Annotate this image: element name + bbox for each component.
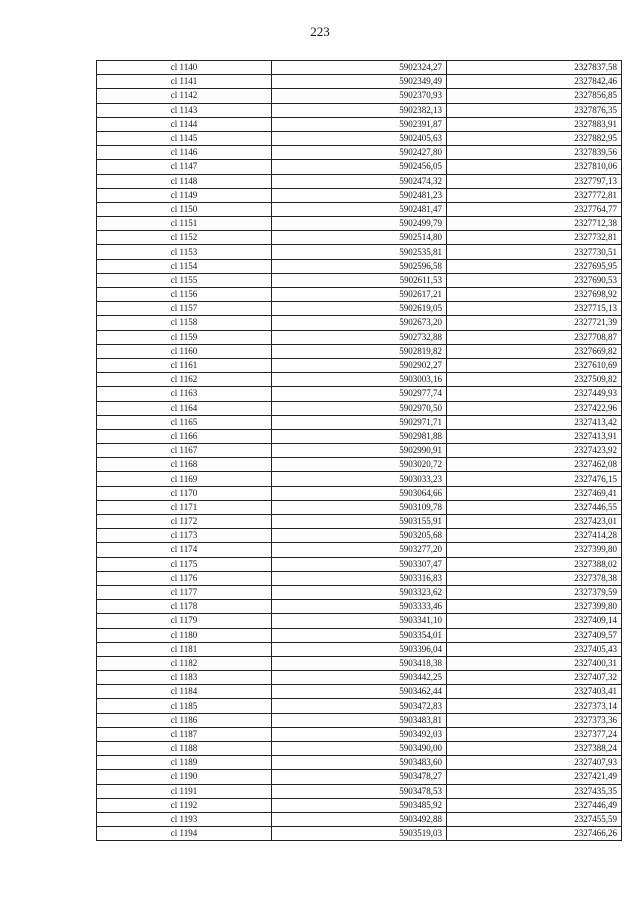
table-row <box>97 415 622 429</box>
y-coordinate-cell: 2327413,42 <box>447 415 622 429</box>
table-row <box>97 174 622 188</box>
x-coordinate-cell: 5903396,04 <box>272 642 447 656</box>
point-name-cell: cl 1179 <box>97 614 272 628</box>
y-coordinate-cell: 2327422,96 <box>447 401 622 415</box>
point-name-cell: cl 1167 <box>97 444 272 458</box>
table-row <box>97 458 622 472</box>
table-row <box>97 75 622 89</box>
page-number: 223 <box>310 24 330 39</box>
x-coordinate-cell: 5902456,05 <box>272 160 447 174</box>
table-row <box>97 557 622 571</box>
point-name-cell: cl 1140 <box>97 61 272 75</box>
y-coordinate-cell: 2327399,80 <box>447 600 622 614</box>
point-name-cell: cl 1183 <box>97 671 272 685</box>
table-row <box>97 429 622 443</box>
x-coordinate-cell: 5903472,83 <box>272 699 447 713</box>
table-row <box>97 288 622 302</box>
x-coordinate-cell: 5902611,53 <box>272 273 447 287</box>
y-coordinate-cell: 2327730,51 <box>447 245 622 259</box>
table-row <box>97 160 622 174</box>
x-coordinate-cell: 5902499,79 <box>272 217 447 231</box>
x-coordinate-cell: 5903442,25 <box>272 671 447 685</box>
x-coordinate-cell: 5903490,00 <box>272 742 447 756</box>
table-row <box>97 231 622 245</box>
y-coordinate-cell: 2327509,82 <box>447 373 622 387</box>
y-coordinate-cell: 2327708,87 <box>447 330 622 344</box>
table-row <box>97 202 622 216</box>
x-coordinate-cell: 5902732,88 <box>272 330 447 344</box>
table-row <box>97 515 622 529</box>
point-name-cell: cl 1194 <box>97 827 272 841</box>
y-coordinate-cell: 2327403,41 <box>447 685 622 699</box>
point-name-cell: cl 1160 <box>97 344 272 358</box>
y-coordinate-cell: 2327405,43 <box>447 642 622 656</box>
y-coordinate-cell: 2327400,31 <box>447 656 622 670</box>
x-coordinate-cell: 5903020,72 <box>272 458 447 472</box>
table-row <box>97 628 622 642</box>
table-row <box>97 273 622 287</box>
point-name-cell: cl 1142 <box>97 89 272 103</box>
table-row <box>97 784 622 798</box>
coordinates-table-body <box>97 61 622 841</box>
x-coordinate-cell: 5903109,78 <box>272 500 447 514</box>
x-coordinate-cell: 5903277,20 <box>272 543 447 557</box>
x-coordinate-cell: 5903341,10 <box>272 614 447 628</box>
point-name-cell: cl 1166 <box>97 429 272 443</box>
x-coordinate-cell: 5902535,81 <box>272 245 447 259</box>
table-row <box>97 671 622 685</box>
table-row <box>97 217 622 231</box>
table-row <box>97 685 622 699</box>
x-coordinate-cell: 5903307,47 <box>272 557 447 571</box>
table-row <box>97 302 622 316</box>
table-row <box>97 713 622 727</box>
x-coordinate-cell: 5902427,80 <box>272 146 447 160</box>
y-coordinate-cell: 2327839,56 <box>447 146 622 160</box>
x-coordinate-cell: 5903033,23 <box>272 472 447 486</box>
y-coordinate-cell: 2327407,32 <box>447 671 622 685</box>
x-coordinate-cell: 5903354,01 <box>272 628 447 642</box>
x-coordinate-cell: 5902673,20 <box>272 316 447 330</box>
point-name-cell: cl 1159 <box>97 330 272 344</box>
x-coordinate-cell: 5902619,05 <box>272 302 447 316</box>
table-row <box>97 727 622 741</box>
table-row <box>97 642 622 656</box>
point-name-cell: cl 1190 <box>97 770 272 784</box>
table-row <box>97 89 622 103</box>
point-name-cell: cl 1151 <box>97 217 272 231</box>
point-name-cell: cl 1173 <box>97 529 272 543</box>
y-coordinate-cell: 2327721,39 <box>447 316 622 330</box>
x-coordinate-cell: 5902370,93 <box>272 89 447 103</box>
x-coordinate-cell: 5903519,03 <box>272 827 447 841</box>
table-row <box>97 742 622 756</box>
table-row <box>97 600 622 614</box>
point-name-cell: cl 1144 <box>97 117 272 131</box>
table-row <box>97 812 622 826</box>
y-coordinate-cell: 2327446,55 <box>447 500 622 514</box>
table-row <box>97 61 622 75</box>
point-name-cell: cl 1169 <box>97 472 272 486</box>
x-coordinate-cell: 5902405,63 <box>272 131 447 145</box>
table-row <box>97 500 622 514</box>
y-coordinate-cell: 2327695,95 <box>447 259 622 273</box>
y-coordinate-cell: 2327469,41 <box>447 486 622 500</box>
y-coordinate-cell: 2327669,82 <box>447 344 622 358</box>
point-name-cell: cl 1161 <box>97 358 272 372</box>
point-name-cell: cl 1146 <box>97 146 272 160</box>
point-name-cell: cl 1176 <box>97 571 272 585</box>
y-coordinate-cell: 2327732,81 <box>447 231 622 245</box>
point-name-cell: cl 1162 <box>97 373 272 387</box>
y-coordinate-cell: 2327772,81 <box>447 188 622 202</box>
y-coordinate-cell: 2327373,36 <box>447 713 622 727</box>
table-row <box>97 387 622 401</box>
y-coordinate-cell: 2327421,49 <box>447 770 622 784</box>
x-coordinate-cell: 5903483,60 <box>272 756 447 770</box>
point-name-cell: cl 1192 <box>97 798 272 812</box>
point-name-cell: cl 1156 <box>97 288 272 302</box>
y-coordinate-cell: 2327856,85 <box>447 89 622 103</box>
x-coordinate-cell: 5903478,27 <box>272 770 447 784</box>
point-name-cell: cl 1163 <box>97 387 272 401</box>
x-coordinate-cell: 5903485,92 <box>272 798 447 812</box>
point-name-cell: cl 1177 <box>97 585 272 599</box>
table-row <box>97 373 622 387</box>
x-coordinate-cell: 5903478,53 <box>272 784 447 798</box>
x-coordinate-cell: 5903064,66 <box>272 486 447 500</box>
x-coordinate-cell: 5902596,58 <box>272 259 447 273</box>
x-coordinate-cell: 5902474,32 <box>272 174 447 188</box>
table-row <box>97 699 622 713</box>
y-coordinate-cell: 2327764,77 <box>447 202 622 216</box>
point-name-cell: cl 1175 <box>97 557 272 571</box>
point-name-cell: cl 1172 <box>97 515 272 529</box>
y-coordinate-cell: 2327462,08 <box>447 458 622 472</box>
x-coordinate-cell: 5902481,47 <box>272 202 447 216</box>
x-coordinate-cell: 5902481,23 <box>272 188 447 202</box>
y-coordinate-cell: 2327409,14 <box>447 614 622 628</box>
y-coordinate-cell: 2327446,49 <box>447 798 622 812</box>
table-row <box>97 614 622 628</box>
point-name-cell: cl 1170 <box>97 486 272 500</box>
point-name-cell: cl 1174 <box>97 543 272 557</box>
point-name-cell: cl 1182 <box>97 656 272 670</box>
table-row <box>97 330 622 344</box>
point-name-cell: cl 1153 <box>97 245 272 259</box>
point-name-cell: cl 1188 <box>97 742 272 756</box>
table-row <box>97 756 622 770</box>
y-coordinate-cell: 2327407,93 <box>447 756 622 770</box>
x-coordinate-cell: 5903462,44 <box>272 685 447 699</box>
y-coordinate-cell: 2327379,59 <box>447 585 622 599</box>
point-name-cell: cl 1147 <box>97 160 272 174</box>
point-name-cell: cl 1143 <box>97 103 272 117</box>
coordinates-table <box>96 60 622 841</box>
table-row <box>97 543 622 557</box>
x-coordinate-cell: 5902977,74 <box>272 387 447 401</box>
x-coordinate-cell: 5902970,50 <box>272 401 447 415</box>
x-coordinate-cell: 5903483,81 <box>272 713 447 727</box>
point-name-cell: cl 1150 <box>97 202 272 216</box>
point-name-cell: cl 1149 <box>97 188 272 202</box>
table-row <box>97 103 622 117</box>
y-coordinate-cell: 2327698,92 <box>447 288 622 302</box>
x-coordinate-cell: 5902981,88 <box>272 429 447 443</box>
y-coordinate-cell: 2327610,69 <box>447 358 622 372</box>
x-coordinate-cell: 5903492,88 <box>272 812 447 826</box>
y-coordinate-cell: 2327377,24 <box>447 727 622 741</box>
table-row <box>97 585 622 599</box>
y-coordinate-cell: 2327423,01 <box>447 515 622 529</box>
table-row <box>97 259 622 273</box>
table-row <box>97 529 622 543</box>
point-name-cell: cl 1155 <box>97 273 272 287</box>
y-coordinate-cell: 2327373,14 <box>447 699 622 713</box>
y-coordinate-cell: 2327842,46 <box>447 75 622 89</box>
y-coordinate-cell: 2327413,91 <box>447 429 622 443</box>
table-row <box>97 444 622 458</box>
x-coordinate-cell: 5902514,80 <box>272 231 447 245</box>
y-coordinate-cell: 2327690,53 <box>447 273 622 287</box>
y-coordinate-cell: 2327455,59 <box>447 812 622 826</box>
point-name-cell: cl 1193 <box>97 812 272 826</box>
table-row <box>97 656 622 670</box>
point-name-cell: cl 1189 <box>97 756 272 770</box>
table-row <box>97 486 622 500</box>
point-name-cell: cl 1184 <box>97 685 272 699</box>
x-coordinate-cell: 5902324,27 <box>272 61 447 75</box>
x-coordinate-cell: 5902990,91 <box>272 444 447 458</box>
table-row <box>97 472 622 486</box>
table-row <box>97 827 622 841</box>
x-coordinate-cell: 5903003,16 <box>272 373 447 387</box>
x-coordinate-cell: 5903492,03 <box>272 727 447 741</box>
y-coordinate-cell: 2327810,06 <box>447 160 622 174</box>
point-name-cell: cl 1186 <box>97 713 272 727</box>
point-name-cell: cl 1185 <box>97 699 272 713</box>
x-coordinate-cell: 5903333,46 <box>272 600 447 614</box>
y-coordinate-cell: 2327409,57 <box>447 628 622 642</box>
table-row <box>97 131 622 145</box>
point-name-cell: cl 1157 <box>97 302 272 316</box>
x-coordinate-cell: 5902382,13 <box>272 103 447 117</box>
point-name-cell: cl 1171 <box>97 500 272 514</box>
point-name-cell: cl 1191 <box>97 784 272 798</box>
x-coordinate-cell: 5903205,68 <box>272 529 447 543</box>
x-coordinate-cell: 5902902,27 <box>272 358 447 372</box>
x-coordinate-cell: 5902617,21 <box>272 288 447 302</box>
y-coordinate-cell: 2327399,80 <box>447 543 622 557</box>
point-name-cell: cl 1178 <box>97 600 272 614</box>
y-coordinate-cell: 2327876,35 <box>447 103 622 117</box>
y-coordinate-cell: 2327388,02 <box>447 557 622 571</box>
x-coordinate-cell: 5902819,82 <box>272 344 447 358</box>
y-coordinate-cell: 2327449,93 <box>447 387 622 401</box>
y-coordinate-cell: 2327378,38 <box>447 571 622 585</box>
x-coordinate-cell: 5903316,83 <box>272 571 447 585</box>
table-row <box>97 401 622 415</box>
table-row <box>97 770 622 784</box>
y-coordinate-cell: 2327712,38 <box>447 217 622 231</box>
x-coordinate-cell: 5902391,87 <box>272 117 447 131</box>
table-row <box>97 798 622 812</box>
x-coordinate-cell: 5903323,62 <box>272 585 447 599</box>
y-coordinate-cell: 2327414,28 <box>447 529 622 543</box>
y-coordinate-cell: 2327423,92 <box>447 444 622 458</box>
y-coordinate-cell: 2327435,35 <box>447 784 622 798</box>
point-name-cell: cl 1187 <box>97 727 272 741</box>
y-coordinate-cell: 2327882,95 <box>447 131 622 145</box>
point-name-cell: cl 1148 <box>97 174 272 188</box>
table-row <box>97 117 622 131</box>
y-coordinate-cell: 2327797,13 <box>447 174 622 188</box>
y-coordinate-cell: 2327388,24 <box>447 742 622 756</box>
x-coordinate-cell: 5903155,91 <box>272 515 447 529</box>
point-name-cell: cl 1145 <box>97 131 272 145</box>
x-coordinate-cell: 5902971,71 <box>272 415 447 429</box>
table-row <box>97 316 622 330</box>
point-name-cell: cl 1164 <box>97 401 272 415</box>
y-coordinate-cell: 2327476,15 <box>447 472 622 486</box>
point-name-cell: cl 1158 <box>97 316 272 330</box>
y-coordinate-cell: 2327883,91 <box>447 117 622 131</box>
y-coordinate-cell: 2327466,26 <box>447 827 622 841</box>
x-coordinate-cell: 5903418,38 <box>272 656 447 670</box>
table-row <box>97 344 622 358</box>
table-row <box>97 188 622 202</box>
point-name-cell: cl 1180 <box>97 628 272 642</box>
y-coordinate-cell: 2327715,13 <box>447 302 622 316</box>
table-row <box>97 245 622 259</box>
y-coordinate-cell: 2327837,58 <box>447 61 622 75</box>
table-row <box>97 571 622 585</box>
point-name-cell: cl 1154 <box>97 259 272 273</box>
point-name-cell: cl 1141 <box>97 75 272 89</box>
point-name-cell: cl 1181 <box>97 642 272 656</box>
x-coordinate-cell: 5902349,49 <box>272 75 447 89</box>
table-row <box>97 358 622 372</box>
point-name-cell: cl 1152 <box>97 231 272 245</box>
table-row <box>97 146 622 160</box>
point-name-cell: cl 1168 <box>97 458 272 472</box>
point-name-cell: cl 1165 <box>97 415 272 429</box>
